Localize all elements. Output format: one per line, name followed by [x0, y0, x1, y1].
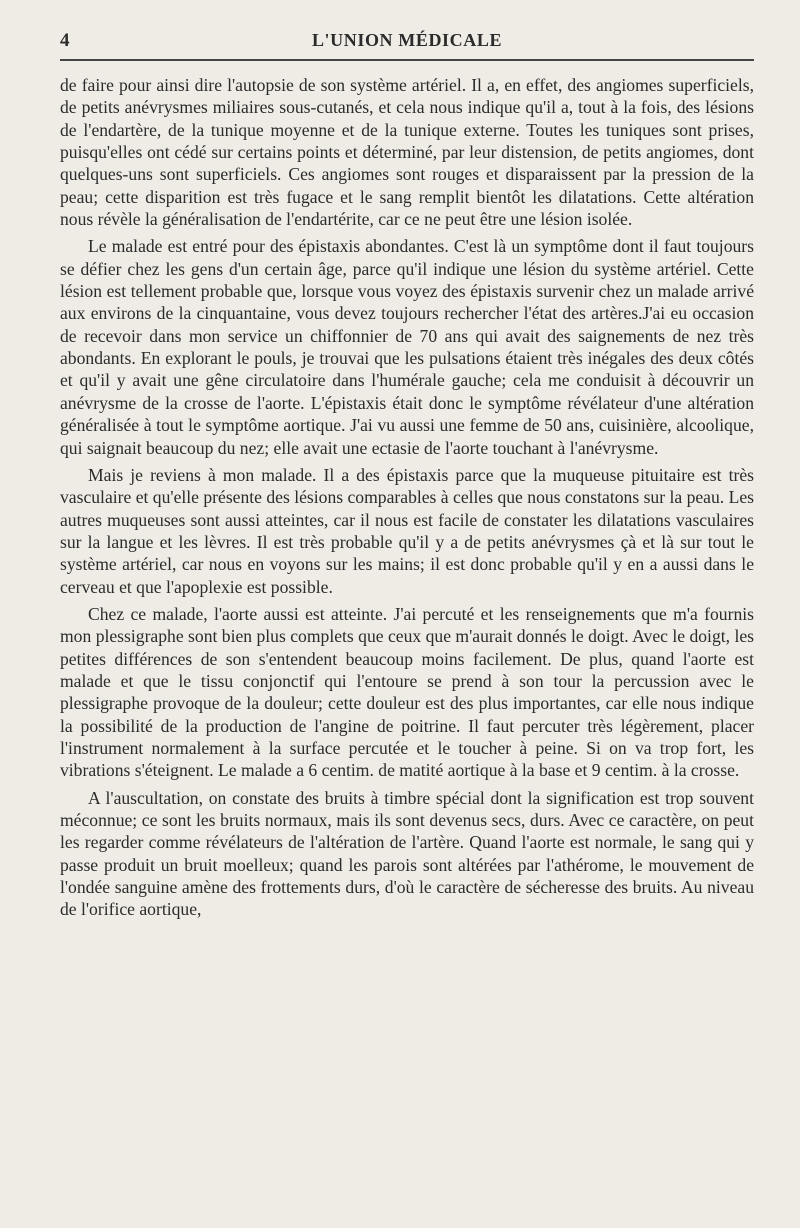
- page-number: 4: [60, 30, 70, 51]
- paragraph-1: de faire pour ainsi dire l'autopsie de son système artériel. Il a, en effet, des angiomes superficiels, de petits anévrysmes miliaires sous-cutanés, et cela nous indique qu'il a, tout à la fois, des lésions de l'endartère, de la tunique moyenne et de la tunique externe. Toutes les tuniques sont prises, puisqu'elles ont cédé sur certains points et déterminé, par leur distension, de petits angiomes, dont quelques-uns sont superficiels. Ces angiomes sont rouges et disparaissent par la pression de la peau; cette disparition est très fugace et le sang remplit bientôt les dilatations. Cette altération nous révèle la généralisation de l'endartérite, car ce ne peut être une lésion isolée.: [60, 75, 754, 230]
- page-header: [60, 0, 754, 58]
- running-title: L'UNION MÉDICALE: [311, 30, 503, 50]
- paragraph-5: A l'auscultation, on constate des bruits à timbre spécial dont la signification est trop souvent méconnue; ce sont les bruits normaux, mais ils sont devenus secs, durs. Avec ce caractère, on peut les regarder comme révélateurs de l'altération de l'artère. Quand l'aorte est normale, le sang qui y passe produit un bruit moelleux; quand les parois sont altérées par l'athérome, le mouvement de l'ondée sanguine amène des frottements durs, d'où le caractère de sécheresse des bruits. Au niveau de l'orifice aortique,: [60, 787, 754, 920]
- article-body: [60, 74, 754, 921]
- header-rule: [60, 59, 754, 61]
- paragraph-2: Le malade est entré pour des épistaxis abondantes. C'est là un symptôme dont il faut toujours se défier chez les gens d'un certain âge, parce qu'il indique une lésion du système artériel. Cette lésion est tellement probable que, lorsque vous voyez des épistaxis survenir chez un malade arrivé aux environs de la cinquantaine, vous devez toujours rechercher l'état des artères.J'ai eu occasion de recevoir dans mon service un chiffonnier de 70 ans qui avait des saignements de nez très abondants. En explorant le pouls, je trouvai que les pulsations étaient très inégales des deux côtés et qu'il y avait une gêne circulatoire dans l'humérale gauche; cela me conduisit à découvrir un anévrysme de la crosse de l'aorte. L'épistaxis était donc le symptôme révélateur d'une altération généralisée à tout le symptôme aortique. J'ai vu aussi une femme de 50 ans, cuisinière, alcoolique, qui saignait beaucoup du nez; elle avait une ectasie de l'aorte touchant à l'anévrysme.: [60, 236, 754, 458]
- paragraph-4: Chez ce malade, l'aorte aussi est atteinte. J'ai percuté et les renseignements que m'a fournis mon plessigraphe sont bien plus complets que ceux que m'aurait donnés le doigt. Avec le doigt, les petites différences de son s'entendent beaucoup moins facilement. De plus, quand l'aorte est malade et que le tissu conjonctif qui l'entoure se prend à son tour la percussion avec le plessigraphe provoque de la douleur; cette douleur est des plus importantes, car elle nous indique la possibilité de la production de l'angine de poitrine. Il faut percuter très légèrement, placer l'instrument normalement à la surface percutée et le toucher à peine. Si on va trop fort, les vibrations s'éteignent. Le malade a 6 centim. de matité aortique à la base et 9 centim. à la crosse.: [60, 603, 754, 781]
- paragraph-3: Mais je reviens à mon malade. Il a des épistaxis parce que la muqueuse pituitaire est très vasculaire et qu'elle présente des lésions comparables à celles que nous constatons sur la peau. Les autres muqueuses sont aussi atteintes, car il nous est facile de constater les dilatations vasculaires sur la langue et les lèvres. Il est très probable qu'il y a de petits anévrysmes çà et là sur tout le système artériel, car nous en voyons sur les mains; il est donc probable qu'il y en a aussi dans le cerveau et que l'apoplexie est possible.: [60, 464, 754, 597]
